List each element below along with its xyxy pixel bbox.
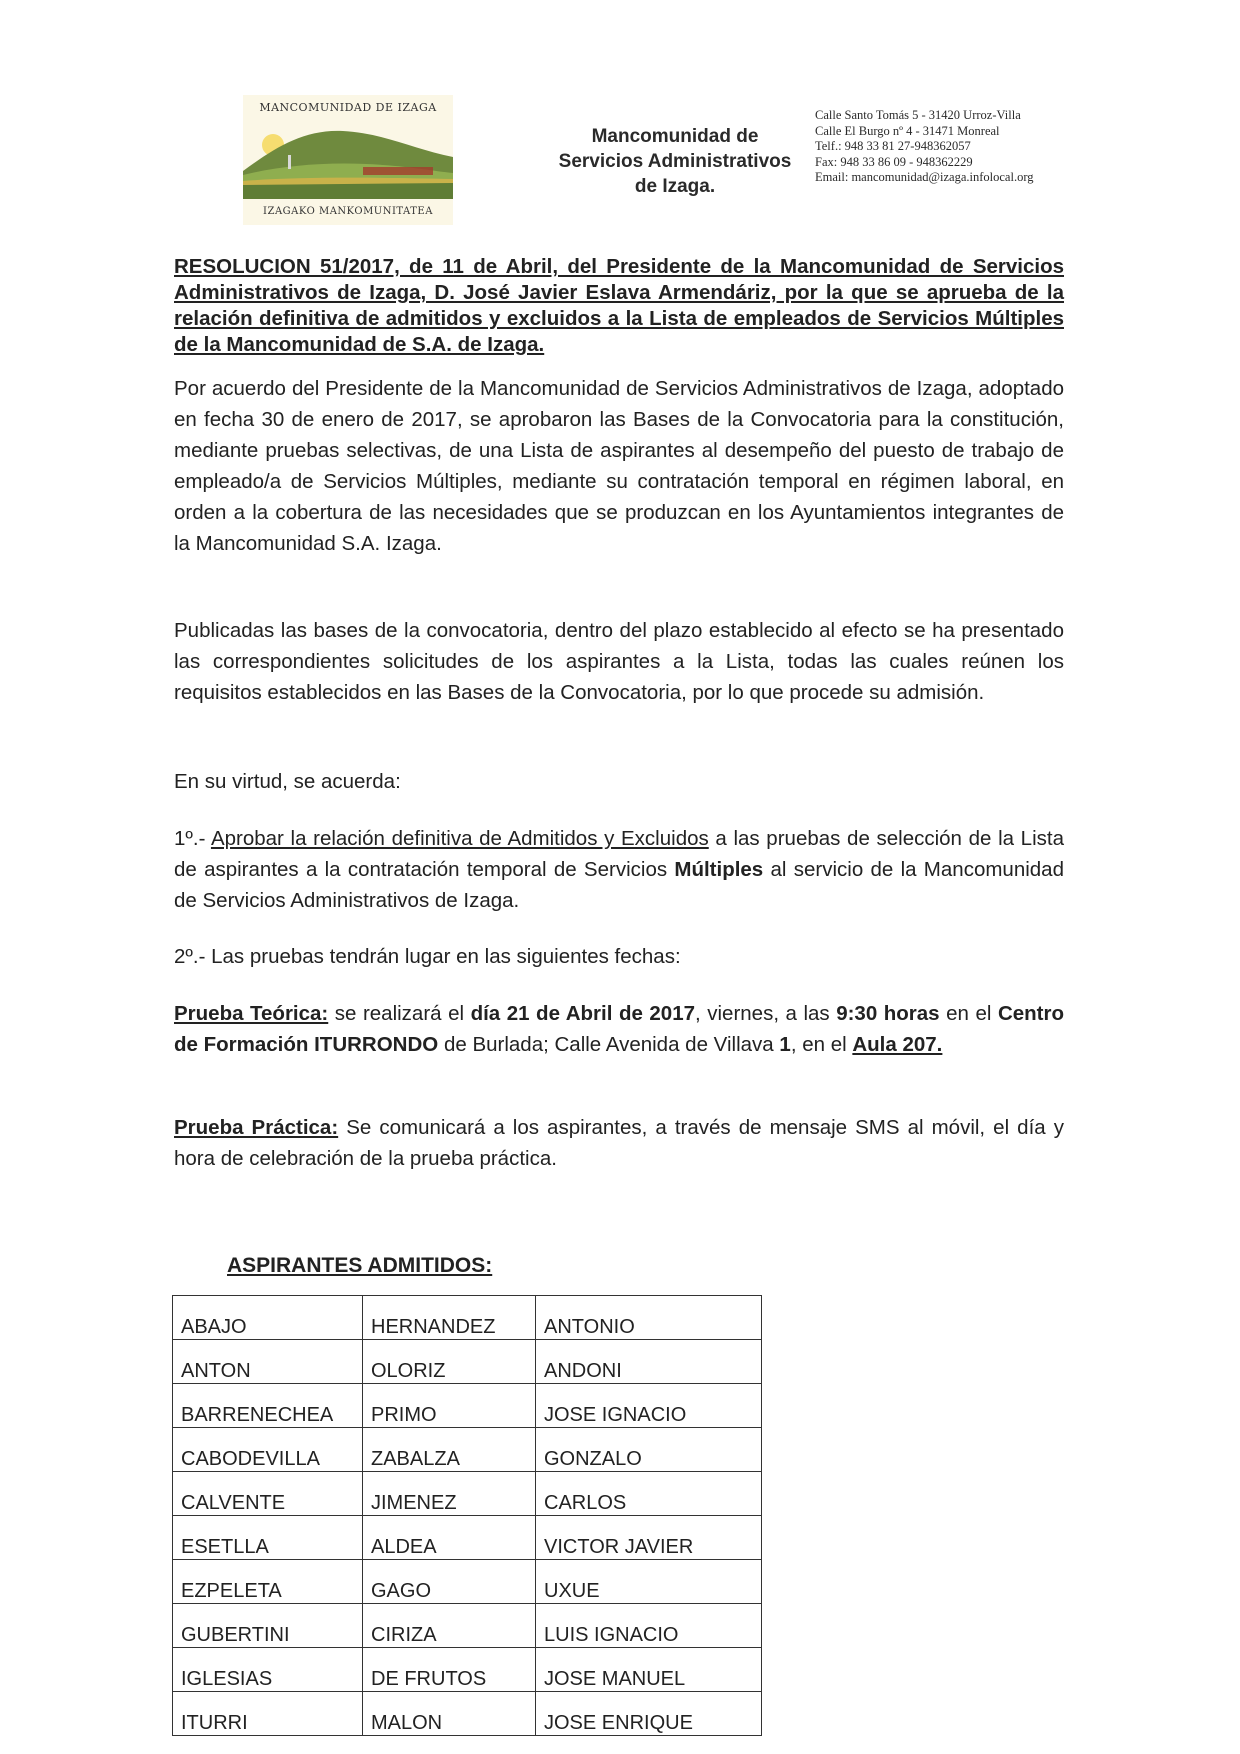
teorica-text: , en el	[790, 1033, 853, 1056]
resolution-title: RESOLUCION 51/2017, de 11 de Abril, del Presidente de la Mancomunidad de Servicios Administrativos de Izaga, D. José Javier Eslava Armendáriz, por la que se aprueba de la relación definitiva de admitidos y excluidos a la Lista de empleados de Servicios Múltiples de la Mancomunidad de S.A. de Izaga.	[174, 255, 1064, 356]
surname-2-cell: PRIMO	[363, 1384, 536, 1428]
item-1-text-b: al servicio de la Mancomunidad de Servicios Administrativos de Izaga.	[174, 858, 1064, 912]
surname-2-cell: HERNANDEZ	[363, 1296, 536, 1340]
given-name-cell: ANDONI	[536, 1340, 762, 1384]
table-row	[173, 1472, 762, 1516]
prueba-practica	[174, 1112, 1064, 1174]
given-name-cell: JOSE MANUEL	[536, 1648, 762, 1692]
contact-fax: Fax: 948 33 86 09 - 948362229	[815, 154, 973, 169]
table-row	[173, 1692, 762, 1736]
surname-1-cell: BARRENECHEA	[173, 1384, 363, 1428]
surname-2-cell: GAGO	[363, 1560, 536, 1604]
surname-1-cell: ITURRI	[173, 1692, 363, 1736]
given-name-cell: JOSE IGNACIO	[536, 1384, 762, 1428]
table-row	[173, 1428, 762, 1472]
table-row	[173, 1604, 762, 1648]
teorica-room: Aula 207.	[852, 1033, 943, 1056]
admitted-title: ASPIRANTES ADMITIDOS:	[227, 1254, 493, 1277]
prueba-teorica	[174, 998, 1064, 1060]
logo-bottom-text: IZAGAKO MANKOMUNITATEA	[263, 206, 433, 217]
admitted-table	[172, 1295, 762, 1736]
surname-1-cell: GUBERTINI	[173, 1604, 363, 1648]
table-row	[173, 1560, 762, 1604]
surname-2-cell: MALON	[363, 1692, 536, 1736]
surname-1-cell: CALVENTE	[173, 1472, 363, 1516]
org-name-line: Mancomunidad de	[591, 126, 759, 147]
table-row	[173, 1648, 762, 1692]
given-name-cell: CARLOS	[536, 1472, 762, 1516]
logo-landscape-icon	[243, 119, 453, 199]
surname-1-cell: ABAJO	[173, 1296, 363, 1340]
teorica-street-number: 1	[779, 1033, 791, 1056]
table-row	[173, 1296, 762, 1340]
org-name-line: de Izaga.	[634, 176, 716, 197]
surname-2-cell: ZABALZA	[363, 1428, 536, 1472]
table-row	[173, 1340, 762, 1384]
resolution-item-1	[174, 823, 1064, 916]
surname-1-cell: CABODEVILLA	[173, 1428, 363, 1472]
given-name-cell: LUIS IGNACIO	[536, 1604, 762, 1648]
surname-2-cell: DE FRUTOS	[363, 1648, 536, 1692]
teorica-text: , viernes, a las	[695, 1002, 837, 1025]
given-name-cell: GONZALO	[536, 1428, 762, 1472]
teorica-date: día 21 de Abril de 2017	[470, 1002, 696, 1025]
prueba-practica-label: Prueba Práctica:	[174, 1116, 339, 1139]
surname-1-cell: ANTON	[173, 1340, 363, 1384]
item-1-number: 1º.-	[174, 827, 211, 850]
item-1-text-a: a las pruebas de selección de la Lista de aspirantes a la contratación temporal de Servicios	[174, 827, 1064, 881]
given-name-cell: JOSE ENRIQUE	[536, 1692, 762, 1736]
resolution-item-2: 2º.- Las pruebas tendrán lugar en las siguientes fechas:	[174, 945, 681, 968]
surname-2-cell: JIMENEZ	[363, 1472, 536, 1516]
item-1-bold: Múltiples	[674, 858, 764, 881]
teorica-time: 9:30 horas	[836, 1002, 940, 1025]
org-name-line: Servicios Administrativos	[558, 151, 792, 172]
given-name-cell: VICTOR JAVIER	[536, 1516, 762, 1560]
teorica-venue: Centro de Formación ITURRONDO	[174, 1002, 1064, 1056]
practica-text: Se comunicará a los aspirantes, a través de mensaje SMS al móvil, el día y hora de celebración de la prueba práctica.	[174, 1116, 1064, 1170]
contact-address-1: Calle Santo Tomás 5 - 31420 Urroz-Villa	[815, 108, 1021, 122]
surname-2-cell: OLORIZ	[363, 1340, 536, 1384]
table-row	[173, 1516, 762, 1560]
contact-phone: Telf.: 948 33 81 27-948362057	[815, 139, 971, 153]
surname-2-cell: CIRIZA	[363, 1604, 536, 1648]
teorica-text: se realizará el	[328, 1002, 471, 1025]
logo-top-text: MANCOMUNIDAD DE IZAGA	[259, 101, 437, 114]
surname-1-cell: EZPELETA	[173, 1560, 363, 1604]
contact-email: Email: mancomunidad@izaga.infolocal.org	[815, 170, 1034, 184]
given-name-cell: ANTONIO	[536, 1296, 762, 1340]
prueba-teorica-label: Prueba Teórica:	[174, 1002, 329, 1025]
teorica-text: de Burlada; Calle Avenida de Villava	[438, 1033, 780, 1056]
surname-1-cell: ESETLLA	[173, 1516, 363, 1560]
table-row	[173, 1384, 762, 1428]
paragraph-resolves: En su virtud, se acuerda:	[174, 770, 401, 793]
organization-logo	[243, 95, 453, 225]
given-name-cell: UXUE	[536, 1560, 762, 1604]
paragraph-agreement: Por acuerdo del Presidente de la Mancomunidad de Servicios Administrativos de Izaga, adoptado en fecha 30 de enero de 2017, se aprobaron las Bases de la Convocatoria para la constitución, mediante pruebas selectivas, de una Lista de aspirantes al desempeño del puesto de trabajo de empleado/a de Servicios Múltiples, mediante su contratación temporal en régimen laboral, en orden a la cobertura de las necesidades que se produzcan en los Ayuntamientos integrantes de la Mancomunidad S.A. Izaga.	[174, 377, 1064, 555]
contact-address-2: Calle El Burgo nº 4 - 31471 Monreal	[815, 123, 1000, 138]
organization-name	[530, 124, 820, 199]
item-1-underlined: Aprobar la relación definitiva de Admitidos y Excluidos	[210, 827, 709, 850]
teorica-text: en el	[939, 1002, 998, 1025]
contact-block	[815, 108, 1095, 186]
surname-1-cell: IGLESIAS	[173, 1648, 363, 1692]
paragraph-publication: Publicadas las bases de la convocatoria, dentro del plazo establecido al efecto se ha presentado las correspondientes solicitudes de los aspirantes a la Lista, todas las cuales reúnen los requisitos establecidos en las Bases de la Convocatoria, por lo que procede su admisión.	[174, 619, 1064, 704]
surname-2-cell: ALDEA	[363, 1516, 536, 1560]
